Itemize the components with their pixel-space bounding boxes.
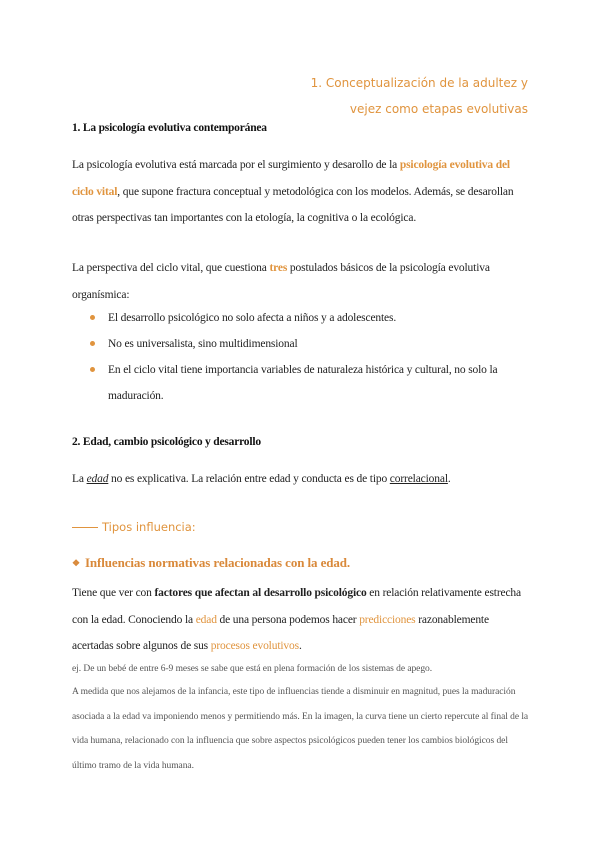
diamond-icon: ❖ xyxy=(72,557,80,568)
text-run: razonablemente acertadas sobre algunos de sus xyxy=(72,613,489,652)
text-run: de una persona podemos hacer xyxy=(216,613,360,626)
list-item-text: El desarrollo psicológico no solo afecta a niños y a adolescentes. xyxy=(108,312,397,324)
highlight-term: procesos evolutivos xyxy=(210,640,299,652)
subsection-heading-text: Influencias normativas relacionadas con la edad. xyxy=(84,555,351,570)
tipos-influencia-label xyxy=(72,520,196,534)
list-item-text: En el ciclo vital tiene importancia variables de naturaleza histórica y cultural, no solo la maduración. xyxy=(108,364,498,402)
text-run: La xyxy=(72,473,87,485)
tipos-influencia-text: Tipos influencia: xyxy=(102,520,196,534)
list-item xyxy=(72,357,530,409)
decorative-line xyxy=(72,527,98,528)
text-run: en relación relativamente estrecha con la edad. Conociendo la xyxy=(72,587,521,626)
text-run: no es explicativa. La relación entre edad y conducta es de tipo xyxy=(108,473,390,485)
text-run: . xyxy=(447,473,451,485)
highlight-term: edad xyxy=(195,613,217,626)
bullet-dot-icon xyxy=(90,341,95,346)
section-1-paragraph-1 xyxy=(72,152,530,232)
text-run: postulados básicos de la psicología evolutiva organísmica: xyxy=(72,262,490,301)
highlight-term: tres xyxy=(269,262,288,274)
section-2-heading: 2. Edad, cambio psicológico y desarrollo xyxy=(72,436,261,448)
text-run: Tiene que ver con xyxy=(72,587,155,599)
text-run: . xyxy=(298,640,302,652)
text-run: La perspectiva del ciclo vital, que cuestiona xyxy=(72,262,270,274)
document-title-line-2: vejez como etapas evolutivas xyxy=(349,102,528,116)
list-item xyxy=(72,331,530,357)
list-item xyxy=(72,305,530,331)
list-item-text: No es universalista, sino multidimensional xyxy=(108,338,298,350)
bullet-dot-icon xyxy=(90,367,95,372)
section-1-paragraph-2 xyxy=(72,255,530,308)
postulates-list xyxy=(72,305,530,409)
section-2-paragraph-1 xyxy=(72,466,530,493)
highlight-term: psicología evolutiva del ciclo vital xyxy=(72,159,510,198)
text-run: La psicología evolutiva está marcada por el surgimiento y desarollo de la xyxy=(72,159,400,171)
bold-term: factores que afectan al desarrollo psicológico xyxy=(154,587,367,599)
document-title-line-1: 1. Conceptualización de la adultez y xyxy=(310,76,528,90)
underlined-term: correlacional xyxy=(389,473,448,485)
section-1-heading: 1. La psicología evolutiva contemporánea xyxy=(72,122,267,134)
text-run: , que supone fractura conceptual y metodológica con los modelos. Además, se desarollan otras perspectivas tan importantes con la etología, la cognitiva o la ecológica. xyxy=(72,185,514,224)
subsection-paragraph-1 xyxy=(72,580,530,660)
italic-term: edad xyxy=(86,473,109,485)
explanatory-note: A medida que nos alejamos de la infancia, este tipo de influencias tiende a disminuir en magnitud, pues la maduración asociada a la edad va imponiendo menos y permitiendo más. En la imagen, la curva tiene un cierto repercute al final de la vida humana, relacionado con la influencia que sobre aspectos psicológicos pueden tener los cambios biológicos del último tramo de la vida humana. xyxy=(72,687,529,771)
example-note: ej. De un bebé de entre 6-9 meses se sabe que está en plena formación de los sistemas de apego. xyxy=(72,664,433,674)
highlight-term: predicciones xyxy=(359,613,416,626)
subsection-heading xyxy=(72,555,350,571)
bullet-dot-icon xyxy=(90,315,95,320)
document-title xyxy=(311,70,528,122)
